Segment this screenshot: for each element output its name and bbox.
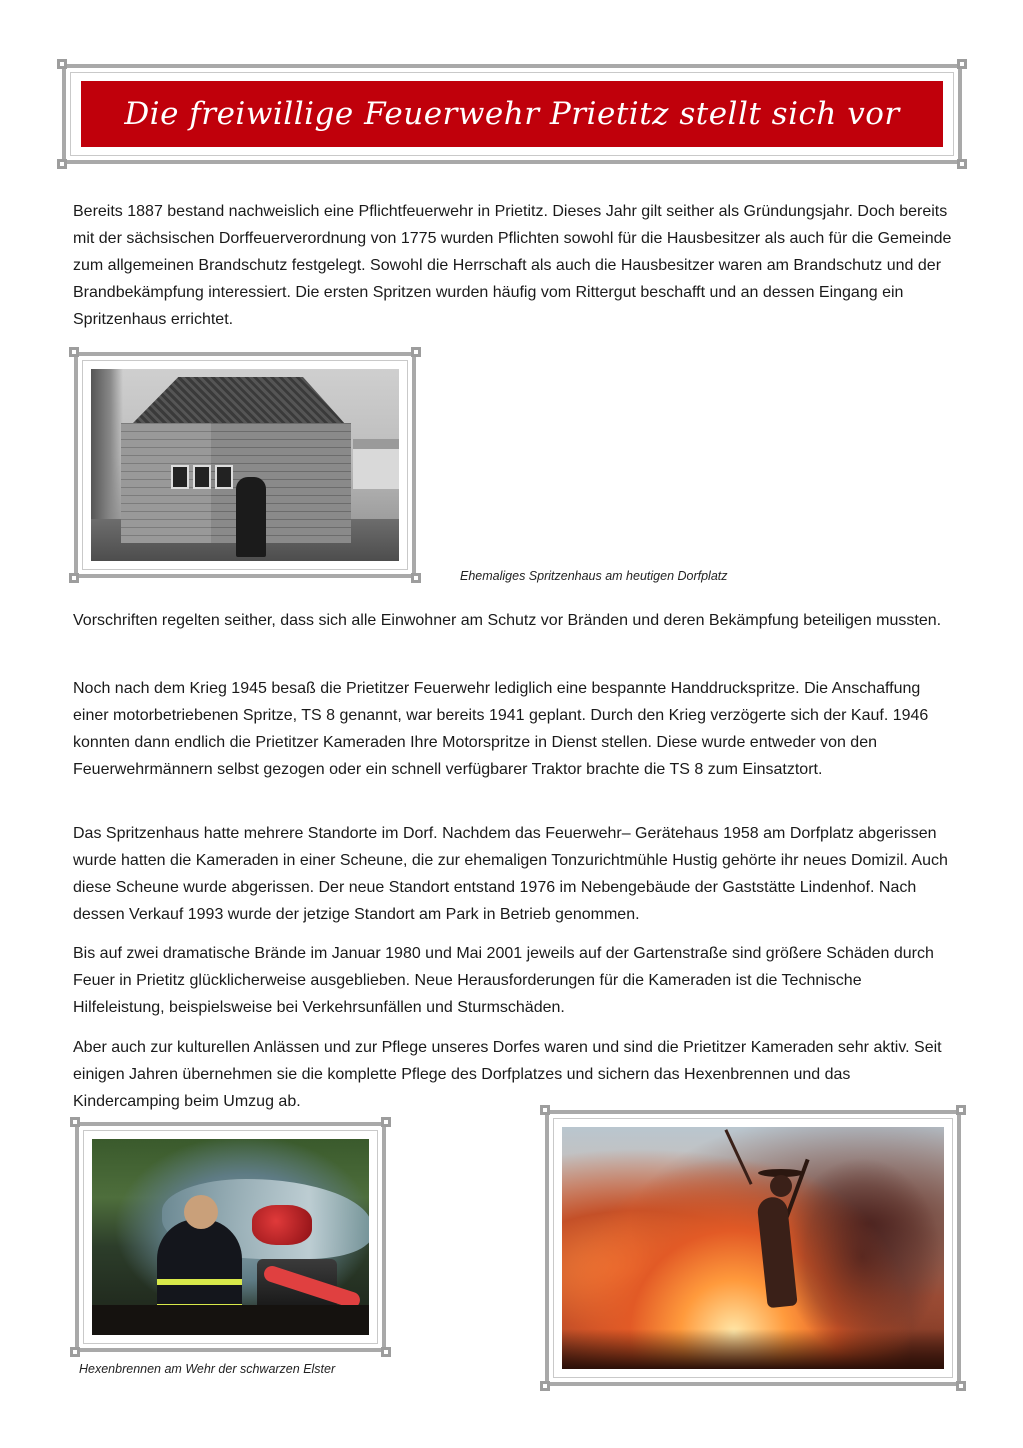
frame-corner — [956, 1381, 966, 1391]
frame-corner — [381, 1347, 391, 1357]
paragraph-history: Bereits 1887 bestand nachweislich eine Pflichtfeuerwehr in Prietitz. Dieses Jahr gilt seither als Gründungsjahr. Doch bereits mit der sächsischen Dorffeuerverordnung von 1775 wurden Pflichten sowohl für die Hausbesitzer als auch für die Gemeinde zum allgemeinen Brandschutz festgelegt. Sowohl die Herrschaft als auch die Hausbesitzer waren am Brandschutz und der Brandbekämpfung interessiert. Die ersten Spritzen wurden häufig vom Rittergut beschafft und an dessen Eingang ein Spritzenhaus errichtet. — [73, 203, 952, 328]
photo-frame-einsatz — [75, 1122, 386, 1352]
paragraph-braende: Bis auf zwei dramatische Brände im Januar 1980 und Mai 2001 jeweils auf der Gartenstraße sind größere Schäden durch Feuer in Prietitz glücklicherweise ausgeblieben. Neue Herausforderungen für die Kameraden ist die Technische Hilfeleistung, beispielsweise bei Verkehrsunfällen und Sturmschäden. — [73, 945, 934, 1016]
frame-corner — [57, 59, 67, 69]
caption-hexenbrennen: Hexenbrennen am Wehr der schwarzen Elster — [79, 1362, 336, 1376]
paragraph-nachkrieg: Noch nach dem Krieg 1945 besaß die Prietitzer Feuerwehr lediglich eine bespannte Handdruckspritze. Die Anschaffung einer motorbetriebenen Spritze, TS 8 genannt, war bereits 1941 geplant. Durch den Krieg verzögerte sich der Kauf. 1946 konnten dann endlich die Prietitzer Kameraden Ihre Motorspritze in Dienst stellen. Diese wurde entweder von den Feuerwehrmännern selbst gezogen oder ein schnell verfügbarer Traktor brachte die TS 8 zum Einsatztort. — [73, 680, 929, 778]
paragraph-vorschriften: Vorschriften regelten seither, dass sich alle Einwohner am Schutz vor Bränden und deren Bekämpfung beteiligen mussten. — [73, 612, 942, 629]
frame-corner — [57, 159, 67, 169]
title-banner — [81, 81, 943, 147]
title-frame — [62, 64, 962, 164]
caption-spritzenhaus: Ehemaliges Spritzenhaus am heutigen Dorfplatz — [460, 569, 728, 583]
frame-corner — [411, 573, 421, 583]
photo-frame-hexenbrennen — [545, 1110, 961, 1386]
frame-corner — [70, 1117, 80, 1127]
paragraph-kultur: Aber auch zur kulturellen Anlässen und zur Pflege unseres Dorfes waren und sind die Prietitzer Kameraden sehr aktiv. Seit einigen Jahren übernehmen sie die komplette Pflege des Dorfplatzes und sichern das Hexenbrennen und das Kindercamping beim Umzug ab. — [73, 1039, 942, 1110]
frame-corner — [957, 59, 967, 69]
frame-corner — [381, 1117, 391, 1127]
frame-corner — [956, 1105, 966, 1115]
frame-corner — [540, 1381, 550, 1391]
page-title: Die freiwillige Feuerwehr Prietitz stellt sich vor — [124, 96, 900, 132]
frame-corner — [540, 1105, 550, 1115]
witch-fire-photo — [562, 1127, 944, 1369]
spritzenhaus-photo — [91, 369, 399, 561]
frame-corner — [69, 347, 79, 357]
firefighters-photo — [92, 1139, 369, 1335]
frame-corner — [957, 159, 967, 169]
frame-corner — [411, 347, 421, 357]
frame-corner — [69, 573, 79, 583]
paragraph-standorte: Das Spritzenhaus hatte mehrere Standorte im Dorf. Nachdem das Feuerwehr– Gerätehaus 1958 am Dorfplatz abgerissen wurde hatten die Kameraden in einer Scheune, die zur ehemaligen Tonzurichtmühle Hustig gehörte ihr neues Domizil. Auch diese Scheune wurde abgerissen. Der neue Standort entstand 1976 im Nebengebäude der Gaststätte Lindenhof. Nach dessen Verkauf 1993 wurde der jetzige Standort am Park in Betrieb genommen. — [73, 825, 948, 923]
frame-corner — [70, 1347, 80, 1357]
photo-frame-spritzenhaus — [74, 352, 416, 578]
